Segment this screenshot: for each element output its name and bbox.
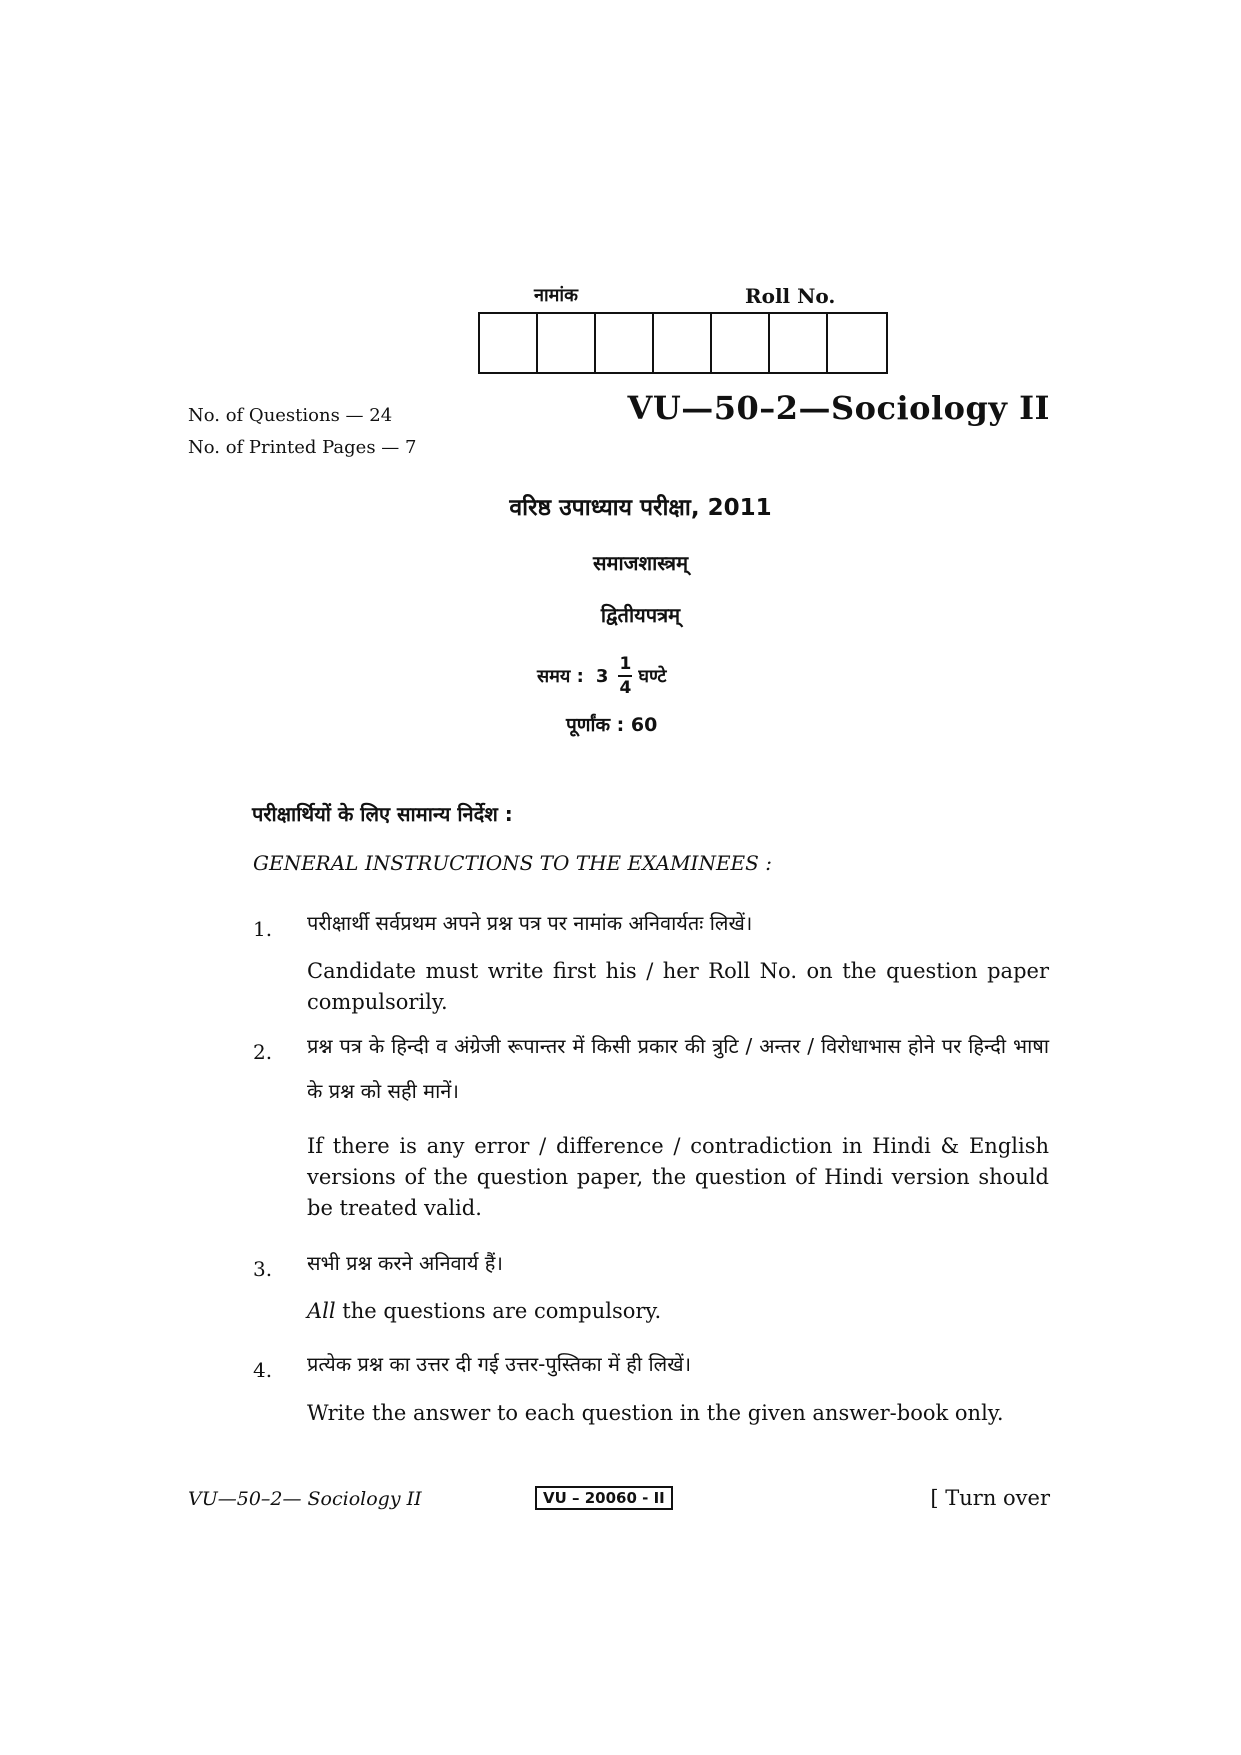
number-of-pages: No. of Printed Pages — 7	[188, 437, 417, 458]
turn-over-note: [ Turn over	[930, 1486, 1050, 1510]
instruction-number: 1.	[253, 917, 273, 941]
instruction-hindi: सभी प्रश्न करने अनिवार्य हैं।	[307, 1251, 504, 1275]
time-numerator: 1	[619, 654, 632, 674]
time-whole: 3	[595, 665, 609, 687]
instruction-english: Candidate must write first his / her Roll No. on the question paper compulsorily.	[307, 959, 1049, 1014]
instructions-heading-english: GENERAL INSTRUCTIONS TO THE EXAMINEES :	[253, 851, 772, 875]
roll-digit-box[interactable]	[712, 314, 770, 372]
max-marks: पूर्णांक : 60	[566, 714, 658, 736]
exam-title: वरिष्ठ उपाध्याय परीक्षा, 2011	[509, 495, 772, 521]
roll-digit-box[interactable]	[654, 314, 712, 372]
roll-digit-box[interactable]	[770, 314, 828, 372]
instruction-number: 4.	[253, 1358, 273, 1382]
subject-title: समाजशास्त्रम्	[592, 551, 689, 575]
roll-digit-box[interactable]	[828, 314, 886, 372]
instruction-number: 3.	[253, 1257, 273, 1281]
emphasis-all: All	[307, 1299, 336, 1323]
roll-label-english: Roll No.	[745, 284, 836, 308]
instruction-english-rest: the questions are compulsory.	[335, 1299, 662, 1323]
instruction-hindi: प्रश्न पत्र के हिन्दी व अंग्रेजी रूपान्तर में किसी प्रकार की त्रुटि / अन्तर / विरोधाभास होने पर हिन्दी भाषा के प्रश्न को सही मानें।	[307, 1034, 1049, 1103]
number-of-questions: No. of Questions — 24	[188, 405, 393, 426]
time-label: समय :	[537, 666, 584, 687]
paper-code: VU—50–2—Sociology II	[627, 389, 1050, 427]
roll-number-boxes	[478, 312, 888, 374]
fraction-bar	[618, 675, 632, 677]
exam-duration	[537, 648, 666, 704]
time-denominator: 4	[619, 678, 632, 698]
paper-title: द्वितीयपत्रम्	[600, 603, 681, 627]
instruction-hindi: परीक्षार्थी सर्वप्रथम अपने प्रश्न पत्र पर नामांक अनिवार्यतः लिखें।	[307, 911, 753, 935]
instruction-hindi: प्रत्येक प्रश्न का उत्तर दी गई उत्तर-पुस्तिका में ही लिखें।	[307, 1352, 692, 1376]
footer-paper-code: VU—50–2— Sociology II	[188, 1488, 422, 1510]
instruction-english: Write the answer to each question in the given answer-book only.	[307, 1401, 1004, 1425]
roll-label-hindi: नामांक	[534, 285, 578, 306]
instructions-heading-hindi: परीक्षार्थियों के लिए सामान्य निर्देश :	[252, 802, 513, 826]
roll-digit-box[interactable]	[538, 314, 596, 372]
footer-series-code: VU – 20060 - II	[535, 1486, 673, 1510]
instruction-english	[307, 1296, 1049, 1327]
roll-digit-box[interactable]	[596, 314, 654, 372]
time-unit: घण्टे	[638, 666, 667, 687]
instruction-english: If there is any error / difference / contradiction in Hindi & English versions of the question paper, the question of Hindi version should be treated valid.	[307, 1134, 1049, 1220]
roll-digit-box[interactable]	[480, 314, 538, 372]
time-fraction	[618, 654, 632, 698]
instruction-number: 2.	[253, 1040, 273, 1064]
